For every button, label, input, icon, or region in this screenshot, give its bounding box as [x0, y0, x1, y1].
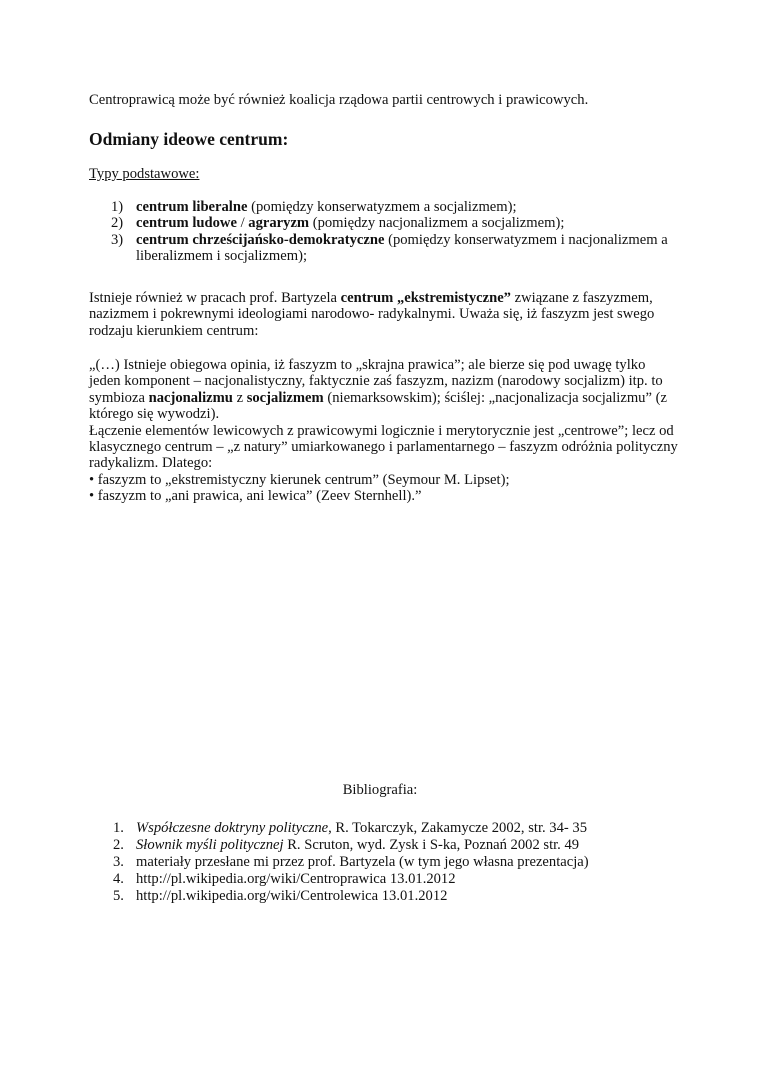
- bibliography-item: [89, 888, 709, 905]
- list-item: [89, 215, 679, 231]
- book-title: Współczesne doktryny polityczne: [136, 820, 329, 836]
- list-number: 1): [111, 199, 124, 215]
- quote-paragraph: Łączenie elementów lewicowych z prawicowymi logicznie i merytorycznie jest „centrowe”; lecz od klasycznego centrum – „z natury” umiarkowanego i parlamentarnego – faszyzm odróżnia polityczny radykalizm. Dlatego:: [89, 422, 678, 472]
- bibliography-item: [89, 820, 709, 837]
- text-run: z: [232, 389, 247, 406]
- text-run: „(…) Istnieje obiegowa opinia, iż faszyzm to „skrajna prawica”; ale bierze się pod uwagę tylko jeden komponent – nacjonalistyczny, faktycznie zaś faszyzm, nazizm (narodowy socjalizm) itp. to symbioza: [89, 357, 663, 406]
- term-bold: centrum liberalne: [136, 199, 248, 215]
- bibliography-item: [89, 871, 709, 888]
- term-bold: socjalizmem: [246, 389, 324, 406]
- list-number: 3): [111, 231, 124, 248]
- bartyzel-paragraph: [89, 290, 679, 339]
- citation-details: , R. Tokarczyk, Zakamycze 2002, str. 34- 35: [328, 820, 587, 836]
- book-title: Słownik myśli politycznej: [136, 837, 284, 853]
- list-number: 4.: [113, 871, 124, 887]
- section-heading: Odmiany ideowe centrum:: [89, 129, 289, 149]
- bibliography-list: [89, 820, 709, 905]
- term-description: (pomiędzy konserwatyzmem i nacjonalizmem a liberalizmem i socjalizmem);: [136, 231, 668, 265]
- types-label: Typy podstawowe:: [89, 166, 200, 182]
- bibliography-title: Bibliografia:: [342, 782, 418, 798]
- list-number: 5.: [113, 888, 124, 904]
- citation-url: http://pl.wikipedia.org/wiki/Centrolewica 13.01.2012: [136, 888, 448, 904]
- list-number: 2): [111, 215, 124, 232]
- term-bold: centrum chrześcijańsko-demokratyczne: [136, 231, 385, 248]
- types-list: [89, 199, 679, 265]
- list-number: 2.: [113, 837, 124, 853]
- quote-block: [89, 357, 679, 505]
- text-run: Istnieje również w pracach prof. Bartyzela: [89, 290, 341, 306]
- list-item: [89, 232, 679, 265]
- bullet-item: • faszyzm to „ani prawica, ani lewica” (Zeev Sternhell).”: [89, 488, 422, 505]
- term-bold: centrum ludowe: [136, 215, 237, 232]
- bibliography-item: [89, 854, 709, 871]
- list-number: 3.: [113, 854, 124, 870]
- term-description: (pomiędzy konserwatyzmem a socjalizmem);: [247, 199, 517, 215]
- term-bold-secondary: agraryzm: [248, 215, 310, 232]
- term-bold: centrum „ekstremistyczne”: [340, 290, 511, 306]
- term-separator: /: [236, 215, 249, 232]
- bibliography-item: [89, 837, 709, 854]
- list-item: [89, 199, 679, 215]
- citation-details: R. Scruton, wyd. Zysk i S-ka, Poznań 2002 str. 49: [283, 837, 580, 853]
- citation-url: http://pl.wikipedia.org/wiki/Centroprawica 13.01.2012: [136, 871, 456, 887]
- bullet-item: • faszyzm to „ekstremistyczny kierunek centrum” (Seymour M. Lipset);: [89, 471, 510, 488]
- quote-paragraph: [89, 357, 679, 423]
- text-run: związane z faszyzmem, nazizmem i pokrewnymi ideologiami narodowo- radykalnymi. Uważa się, iż faszyzm jest swego rodzaju kierunkiem centrum:: [89, 290, 655, 339]
- term-description: (pomiędzy nacjonalizmem a socjalizmem);: [309, 215, 565, 232]
- intro-paragraph: Centroprawicą może być również koalicja rządowa partii centrowych i prawicowych.: [89, 92, 589, 108]
- list-number: 1.: [113, 820, 124, 836]
- term-bold: nacjonalizmu: [148, 389, 233, 406]
- text-run: (niemarksowskim); ściślej: „nacjonalizacja socjalizmu” (z którego się wywodzi).: [89, 389, 667, 423]
- citation-details: materiały przesłane mi przez prof. Bartyzela (w tym jego własna prezentacja): [136, 854, 589, 870]
